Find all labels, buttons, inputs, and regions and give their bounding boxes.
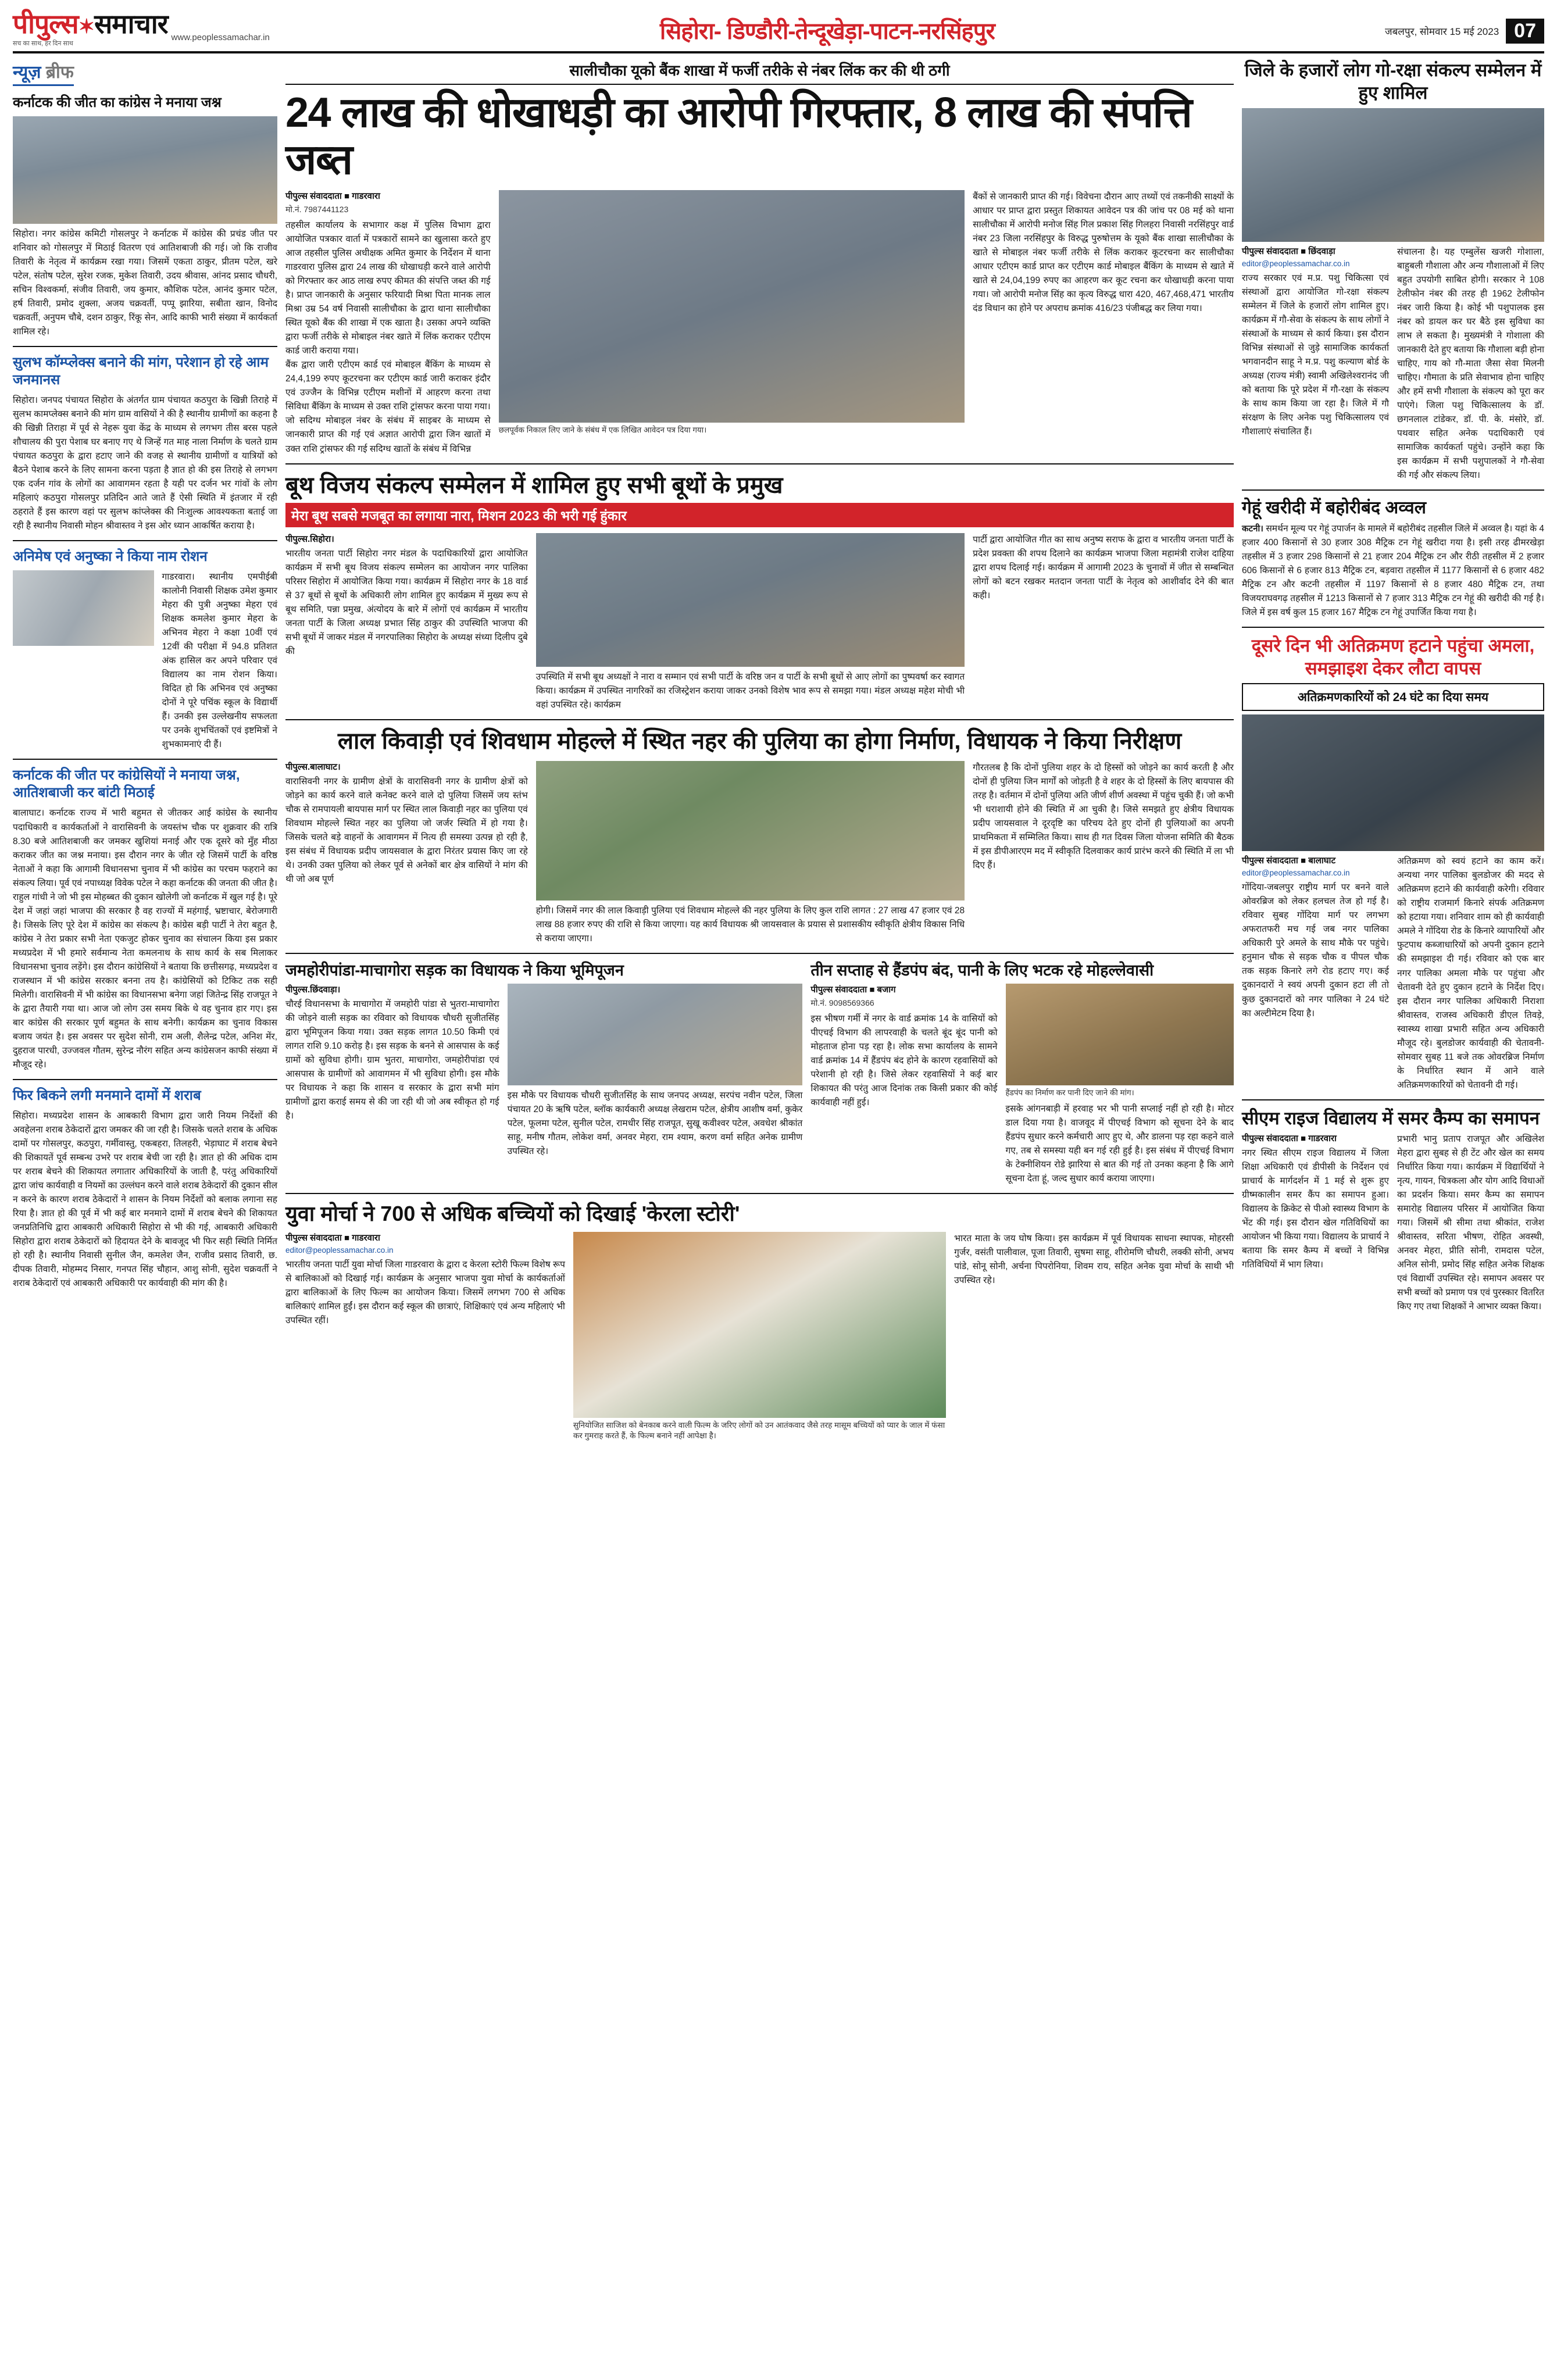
edition-text: सिहोरा- डिण्डौरी-तेन्दूखेड़ा-पाटन-नरसिंहपुर — [659, 19, 995, 44]
kerala-email[interactable]: editor@peoplessamachar.co.in — [285, 1245, 394, 1255]
kerala-photo — [573, 1232, 946, 1418]
edition-banner — [270, 10, 1385, 46]
canal-photo — [536, 761, 965, 900]
canal-body-row — [285, 761, 1234, 946]
road-text-1: चौरई विधानसभा के माचागोरा में जमहोरी पांडा से भुतरा-माचागोरा की जोड़ने वाली सड़क का रविवार को विधायक चौधरी सुजीतसिंह द्वारा भूमिपूजन किया गया। उक्त सड़क लागत 10.50 किमी एवं लागत राशि 9.10 करोड़ है। इस सड़क के बनने से आसपास के कई ग्रामों को सुविधा होगी। ग्राम भुतरा, माचागोरा, जमहोरीपांडा एवं आसपास के ग्रामीणों को आवागमन में भी सुविधा होगी। इस मौके पर विधायक ने कहा कि शासन व सरकार के द्वारा सभी मांग ग्रामीणों द्वारा कराई समय से की जा रही थी जो अब स्वीकृत हो गई है। — [285, 999, 499, 1121]
right-column — [1242, 59, 1544, 1441]
canal-col-1 — [285, 761, 528, 946]
road-photo — [508, 984, 803, 1085]
brief-headline: कर्नाटक की जीत पर कांग्रेसियों ने मनाया जश्न, आतिशबाजी कर बांटी मिठाई — [13, 767, 240, 801]
news-brief-tag — [13, 59, 74, 86]
camp-headline: सीएम राइज विद्यालय में समर कैम्प का समापन — [1242, 1107, 1540, 1128]
brief-item — [13, 548, 277, 752]
booth-photo-block — [536, 533, 965, 712]
story-summer-camp — [1242, 1107, 1544, 1314]
kerala-byline: पीपुल्स संवाददाता ■ गाडरवारा — [285, 1232, 380, 1243]
story-booth-sammelan — [285, 471, 1234, 712]
kerala-body-row — [285, 1232, 1234, 1441]
encroach-email[interactable]: editor@peoplessamachar.co.in — [1242, 869, 1350, 878]
lead-story — [285, 59, 1234, 456]
canal-byline: पीपुल्स.बालाघाट। — [285, 762, 341, 772]
lead-headline: 24 लाख की धोखाधड़ी का आरोपी गिरफ्तार, 8 लाख की संपत्ति जब्त — [285, 90, 1192, 183]
booth-headline: बूथ विजय संकल्प सम्मेलन में शामिल हुए सभी बूथों के प्रमुख — [285, 472, 783, 498]
booth-col-1 — [285, 533, 528, 712]
brief-body: सिहोरा। नगर कांग्रेस कमिटी गोसलपुर ने कर्नाटक में कांग्रेस की प्रचंड जीत पर शनिवार को गोसलपुर में मिठाई वितरण एवं आतिशबाजी की गई। जो कि राजीव तिवारी के नेतृत्व में कार्यक्रम रखा गया। जिसमें एकता ठाकुर, प्रीतम पटेल, खरे पटेल, संतोष पटेल, सुरेश रजक, मुकेश तिवारी, उदय श्रीवास, आंनद प्रसाद चौधरी, सचिन विश्वकर्मा, संजीव तिवारी, जय कुमार, कौशिक पटेल, आनंद कुमार पटेल, हर्ष तिवारी, प्रमोद शुक्ला, अजय चक्रवर्ती, पप्पू झारिया, सबीता खान, विनोद चक्रवर्ती, अनुपम चौबे, दशन ठाकुर, रिंकू सेन, आदि काफी भारी संख्या में कार्यकर्ता शामिल रहे। — [13, 229, 277, 337]
goraksha-text-1: राज्य सरकार एवं म.प्र. पशु चिकित्सा एवं संस्थाओं द्वारा आयोजित गो-रक्षा संकल्प सम्मेलन में जिले के हजारों लोग शामिल हुए। कार्यक्रम में गौ-सेवा के संकल्प के साथ लोगों ने संस्थाओं के माध्यम से कार्य किया। इस दौरान विभिन्न संस्थाओं से जुड़े सामाजिक कार्यकर्ता भगवानदीन साहू ने म.प्र. पशु कल्याण बोर्ड के अध्यक्ष (राज्य मंत्री) स्वामी अखिलेश्वरानंद जी को बताया कि पूरे प्रदेश में गौ-रक्षा के संकल्प के साथ काम किया जा रहा है। जिले में गौ संरक्षण के लिए अनेक पशु चिकित्सालय एवं गौशालाएं संचालित हैं। — [1242, 273, 1389, 437]
lead-photo — [499, 190, 965, 423]
lead-contact: मो.नं. 7987441123 — [285, 205, 349, 215]
road-text-2: इस मौके पर विधायक चौधरी सुजीतसिंह के साथ जनपद अध्यक्ष, सरपंच नवीन पटेल, जिला पंचायत 20 के ऋषि पटेल, ब्लॉक कार्यकारी अध्यक्ष लेखराम पटेल, क्षेत्रीय आशीष वर्मा, कुकेर पटेल, फूलमा पटेल, सुनील पटेल, रामधीर सिंह राजपूत, सुखू कवीश्वर पटेल, अवधेश श्रीकांत साहू, मनीष गौतम, लोकेश वर्मा, अनवर मेहरा, राम श्याम, करण वर्मा सहित अनेक ग्रामीण उपस्थित रहे। — [507, 1091, 803, 1157]
lead-text-1: तहसील कार्यालय के सभागार कक्ष में पुलिस विभाग द्वारा आयोजित पत्रकार वार्ता में पत्रकारों सामने का खुलासा करते हुए आज तहसील पुलिस अधीक्षक अमित कुमार के निर्देशन में थाना गाडरवारा पुलिस द्वारा 24 लाख की धोखाधड़ी करने वाले आरोपी को गिरफ्तार कर आठ लाख रुपए कीमत की संपत्ति जब्त की गई है। प्राप्त जानकारी के अनुसार फरियादी मिश्रा पिता मानक लाल मिश्रा उम्र 54 वर्ष निवासी सालीचौका के द्वारा थाना सालीचौका स्थित यूको बैंक की शाखा में एक खाता है। उसका अपने व्यक्ति द्वारा फर्जी तरीके से मोबाइल नंबर खाते में लिंक कराकर एटीएम कार्ड जारी कराया गया। — [285, 220, 491, 356]
road-body-row — [285, 984, 802, 1159]
wheat-byline: कटनी। — [1242, 523, 1263, 534]
lead-kicker: सालीचौका यूको बैंक शाखा में फर्जी तरीके से नंबर लिंक कर की थी ठगी — [285, 59, 1234, 85]
brief-headline: कर्नाटक की जीत का कांग्रेस ने मनाया जश्न — [13, 95, 222, 110]
left-column — [13, 59, 277, 1441]
goraksha-col-1 — [1242, 245, 1389, 483]
booth-text-2: उपस्थिति में सभी बूथ अध्यक्षों ने नारा व सम्मान एवं सभी पार्टी के वरिष्ठ जन व पार्टी के सभी बूथों से आए लोगों का पुष्पवर्षा कर स्वागत किया। कार्यक्रम में उपस्थित नागरिकों का रजिस्ट्रेशन कराया जाकर उनको विशेष भाव रूप से समझा गया। मंडल अध्यक्ष महेश मोची भी वहां उपस्थित रहे। कार्यक्रम — [535, 671, 965, 710]
kerala-headline: युवा मोर्चा ने 700 से अधिक बच्चियों को दिखाई 'केरला स्टोरी' — [285, 1201, 740, 1225]
story-kerala-story — [285, 1201, 1234, 1442]
booth-text-3: पार्टी द्वारा आयोजित गीत का साथ अनुष्य सराफ के द्वारा व भारतीय जनता पार्टी के प्रदेश प्रवक्ता की शपथ दिलाने का कार्यक्रम भाजपा जिला महामंत्री राजेश दाहिया द्वारा शपथ दिलाई गई। कार्यक्रम में आगामी 2023 के चुनावों में जीत से सम्बन्धित लोगों को बटन रखकर मतदान जनता पार्टी के नेतृत्व को आशीर्वाद देने की बात कही। — [973, 534, 1234, 601]
brief-item — [13, 1087, 277, 1291]
camp-byline: पीपुल्स संवाददाता ■ गाडरवारा — [1242, 1133, 1337, 1143]
lead-photo-block — [499, 190, 965, 456]
handpump-text-1: इस भीषण गर्मी में नगर के वार्ड क्रमांक 14 के वासियों को पीएचई विभाग की लापरवाही के चलते बूंद बूंद पानी को मोहताज होना पड़ रहा है। लोक सभा कार्यालय के सामने वार्ड क्रमांक 14 में हैंडपंप बंद होने के कारण रहवासियों को परेशानी हो रही है। जिसे लेकर रहवासियों ने कई बार शिकायत की परंतु आज दिनांक तक किसी प्रकार की कोई कार्यवाही नहीं हुई। — [810, 1014, 998, 1108]
handpump-col-1 — [810, 984, 997, 1185]
brief-body: सिहोरा। जनपद पंचायत सिहोरा के अंतर्गत ग्राम पंचायत कठपुरा के खिन्नी तिराहे में सुलभ कामप्लेक्स बनाने की मांग ग्राम वासियों ने की है स्थानीय ग्रामीणों का कहना है की खिन्नी तिराहा में पूर्व से नेहरू युवा केंद्र के माध्यम से लगभग तीस बरस पहले शौचालय की पुरा पेशाब घर बनाए गए थे जिन्हें गत माह नाला निर्माण के चलते ग्राम पंचायत कठपुरा के द्वारा हटाए जाने की वजह से स्थानीय ग्रामीणों व यात्रियों को बैठने पेशाब करने के लिए सामना करना पड़ता है ज्ञात हो की इस तिराहे से लगभग एक दर्जन गांव के लोगों का आवागमन रहता है यही पर दर्जन भर गांवों के लोग महिलाएं कठपुरा गोसलपुर प्रतिदिन आते जाते हैं ऐसी स्थिति में इंतजार में रही ठहराते हैं इस कारण वहां पर सुलभ कांप्लेक्स की निःशुल्क आवश्यकता बताई जा रही है स्थानीय निवासी मोहन श्रीवास्तव ने इस ओर ध्यान आकर्षित कराया है। — [13, 395, 277, 531]
road-col-1 — [285, 984, 499, 1159]
wheat-headline: गेहूं खरीदी में बहोरीबंद अव्वल — [1242, 498, 1426, 517]
kerala-text-3: भारत माता के जय घोष किया। इस कार्यक्रम में पूर्व विधायक साधना स्थापक, मोहरसी गुर्जर, वसंती पालीवाल, पूजा तिवारी, सुषमा साहू, शीरोमणि चौधरी, लक्की सोनी, अभय पांडे, सोनू सोनी, अर्चना पिपरोनिया, शिवम राय, सहित अनेक युवा मोर्चा के साथी भी उपस्थित रहे। — [954, 1233, 1234, 1285]
encroach-byline: पीपुल्स संवाददाता ■ बालाघाट — [1242, 856, 1336, 866]
news-brief-tag-a: न्यूज़ — [13, 63, 46, 82]
brief-body-side: गाडरवारा। स्थानीय एमपीईबी कालोनी निवासी शिक्षक उमेश कुमार मेहरा की पुत्री अनुष्का मेहरा एवं शिक्षक कमलेश कुमार मेहरा के अभिनव मेहरा ने कक्षा 10वीं एवं 12वीं की परीक्षा में 94.8 प्रतिशत अंक हासिल कर अपने परिवार एवं विद्यालय का नाम रोशन किया। विदित हो कि अभिनव एवं अनुष्का दोनों ने पूरे पचिंक स्कूल के विद्यार्थी हैं। उनकी इस उल्लेखनीय सफलता पर उनके शुभचिंतकों एवं इष्टमित्रों ने शुभकामनाएं दी हैं। — [162, 572, 277, 750]
story-road-bhoomipujan — [285, 961, 802, 1186]
lead-col-3 — [973, 190, 1234, 456]
canal-photo-block — [536, 761, 965, 946]
booth-photo — [536, 533, 965, 667]
goraksha-text-2: संचालना है। यह एम्बुलेंस खजरी गोशाला, बाहुबली गौशाला और अन्य गौशालाओं में लिए बहुत उपयोगी साबित होगी। सरकार ने 108 टेलीफोन नंबर की तरह ही 1962 टेलीफोन नंबर जारी किया है। कोई भी पशुपालक इस नंबर को डायल कर घर बैठे इस सुविधा का लाभ ले सकता है। मुख्यमंत्री ने गोशाला की जानकारी देते हुए बताया कि गौशाला बड़ी होना चाहिए, गाय को गौ-माता जैसा सेवा मिलनी चाहिए। गौमाता के प्रति सेवाभाव होना चाहिए और हमें सभी गौशाला के संकल्प को पूरा कर पाएंगे। जिला पशु चिकित्सालय के डॉ. छगनलाल टांडेकर, डॉ. पी. के. मंसोरे, डॉ. पथवार सहित अनेक पदाधिकारी एवं सामाजिक कार्यकर्ता पहुंचे। उन्होंने कहा कि इस कार्यक्रम में सभी पशुपालकों ने गौ-सेवा की गई और संकल्प लिया। — [1397, 246, 1544, 480]
handpump-byline: पीपुल्स संवाददाता ■ बजाग — [810, 985, 896, 995]
masthead — [13, 10, 1544, 53]
handpump-headline: तीन सप्ताह से हैंडपंप बंद, पानी के लिए भटक रहे मोहल्लेवासी — [810, 961, 1154, 979]
encroach-text-2: अतिक्रमण को स्वयं हटाने का काम करें। अन्यथा नगर पालिका बुलडोजर की मदद से अतिक्रमण हटाने की कार्यवाही करेगी। रविवार को राष्ट्रीय राजमार्ग किनारे संपर्क अतिक्रमण को हटाया गया। शनिवार शाम को ही कार्यवाही अमले ने गोंदिया रोड के किनारे व्यापारियों और फुटपाथ कब्जाधारियों को अपनी दुकान हटाने की समझाइश दी गई। रविवार को एक बार नगर पालिका अमला मौके पर पहुंचा और चेतावनी देते हुए दुकान हटाने के निर्देश दिए। इस दौरान नगर पालिका अधिकारी निराशा श्रीवास्तव, राजस्व अधिकारी डीएल तिवड़े, स्वास्थ्य शाखा प्रभारी सहित अन्य अधिकारी मौजूद रहे। बुलडोजर कार्यवाही की चेतावनी- सोमवार सुबह 11 बजे तक ओवरब्रिज निर्माण के निर्धारित स्थान में आने वाले अतिक्रमणकारियों को चेतावनी दी गई। — [1397, 856, 1544, 1090]
news-brief-tag-b: ब्रीफ — [45, 63, 74, 82]
goraksha-col-2 — [1397, 245, 1544, 483]
logo-tagline: सच का साथ, हर दिन साथ — [13, 40, 73, 47]
encroach-photo — [1242, 714, 1544, 851]
lead-col-1 — [285, 190, 491, 456]
handpump-text-2: इसके आंगनबाड़ी में हरवाह भर भी पानी सप्लाई नहीं हो रही है। मोटर डाल दिया गया है। वाजवूद में पीएचई विभाग को सूचना देने के बाद हैंडपंप सुधार करने कर्मचारी आए हुए थे, और डालना पड़ रहा कहने वाले गए, तब से समस्या यही बन गई रही हुई है। इस संबंध में पीएचई विभाग के टेक्नीशियन रोडे झारिया से बात की गई तो उनका कहना है कि आगे सूचना देता हूं, जल्द सुधार कार्य कराया जाएगा। — [1005, 1103, 1234, 1184]
wheat-text: समर्थन मूल्य पर गेहूं उपार्जन के मामले में बहोरीबंद तहसील जिले में अव्वल है। यहां के 4 हजार 400 किसानों से 30 हजार 308 मैट्रिक टन गेहूं खरीदा गया है। इसी तरह ढीमरखेड़ा तहसील में 3 हजार 298 किसानों से 21 हजार 204 मैट्रिक टन और रीठी तहसील में 2 हजार 606 किसानों से 6 हजार 813 मैट्रिक टन, बड़वारा तहसील में 1177 किसानों से 6 हजार 482 मैट्रिक टन और कटनी तहसील में 1197 किसानों से 8 हजार 480 मैट्रिक टन, तथा विजयराघवगढ़ तहसील में 1213 किसानों से 7 हजार 313 मैट्रिक टन गेहूं की खरीदी की गई है। जिले में इस वर्ष कुल 15 हजार 167 मैट्रिक टन गेहूं उपार्जित किया गया है। — [1242, 523, 1544, 617]
booth-text-1: भारतीय जनता पार्टी सिहोरा नगर मंडल के पदाधिकारियों द्वारा आयोजित कार्यक्रम में सभी बूथ विजय संकल्प सम्मेलन का आयोजन नगर पालिका परिसर सिहोरा में आयोजित किया गया। कार्यक्रम में सिहोरा नगर के 18 वार्ड से 37 बूथों से बूथों के अधिकारी लोग शामिल हुए कार्यक्रम में मुख्य रूप से बूथ समिति, पन्ना प्रमुख, अंत्योदय के बारे में लोगों एवं कार्यक्रम में भारतीय जनता पार्टी के जिला अध्यक्ष प्रभात सिंह ठाकुर की उपस्थिति भाजपा की सभी बूथों में जाकर मंडल में नगरपालिका सिहोरा के अध्यक्ष संध्या दिलीप दुबे की — [285, 548, 528, 656]
lead-caption: छलपूर्वक निकाल लिए जाने के संबंध में एक लिखित आवेदन पत्र दिया गया। — [498, 426, 707, 435]
masthead-right — [1385, 10, 1544, 44]
camp-col-1 — [1242, 1132, 1389, 1314]
handpump-body-row — [810, 984, 1234, 1185]
lead-text-2: बैंक द्वारा जारी एटीएम कार्ड एवं मोबाइल बैंकिंग के माध्यम से 24,4,199 रुपए कूटरचना कर एटीएम कार्ड जारी कराकर इंदौर एवं उज्जैन के विभिन्न एटीएम मशीनों में आहरण करना तथा सिविधा बैंकिंग के माध्यम से उक्त राशि ट्रांसफर करना पाया गया। जो सदिग्ध मोबाइल नंबर के संबंध में साइबर के माध्यम से जानकारी प्राप्त की गई एवं अज्ञात आरोपी द्वारा जिन खातों में उक्त राशि ट्रांसफर की गई सदिग्ध खातों के संबंध में विभिन्न — [285, 360, 491, 454]
canal-text-1: वारासिवनी नगर के ग्रामीण क्षेत्रों के वारासिवनी नगर के ग्रामीण क्षेत्रों को जोड़ने का कार्य करने वाले कनेक्ट करने वाले दो पुलिया जिसमें जय स्तंभ चौक से रामपायली बायपास मार्ग पर स्थित लाल किवाड़ी नहर का पुलिया एवं शिवधाम मोहल्ले स्थित नहर का पुलिया जो जर्जर स्थिति में हो गया है। जिसके चलते बड़े वाहनों के आवागमन में नित्य ही समस्या उत्पन्न हो रही है, इस संबंध में विधायक प्रदीप जायसवाल के द्वारा निरंतर प्रयास किए जा रहे थे। उनकी उक्त पुलिया को लेकर पूर्व से अनेकों बार क्षेत्र वासियों ने मांग की थी जो अब पूर्ण — [285, 776, 528, 884]
twin-story-row — [285, 961, 1234, 1186]
handpump-photo — [1006, 984, 1234, 1085]
handpump-contact: मो.नं. 9098569366 — [810, 998, 874, 1008]
brief-item — [13, 94, 277, 339]
handpump-caption: हैंडपंप का निर्माण कर पानी दिए जाने की मांग। — [1005, 1088, 1134, 1098]
story-handpump — [810, 961, 1234, 1186]
camp-text-1: नगर स्थित सीएम राइज विद्यालय में जिला शिक्षा अधिकारी एवं डीपीसी के निर्देशन एवं प्राचार्य के मार्गदर्शन में 1 मई से शुरू हुए ग्रीष्मकालीन समर कैंप का समापन हुआ। विद्यालय के क्रिकेट से पीओ स्वास्थ्य विभाग के भेंट की गई। इस दौरान खेल गतिविधियों का आयोजन भी किया गया। विद्यालय के प्राचार्य ने बताया कि समर कैम्प में बच्चों ने विभिन्न गतिविधियों में भाग लिया। — [1242, 1148, 1389, 1270]
booth-subhead: मेरा बूथ सबसे मजबूत का लगाया नारा, मिशन 2023 की भरी गई हुंकार — [285, 503, 1234, 527]
kerala-text-1: भारतीय जनता पार्टी युवा मोर्चा जिला गाडरवारा के द्वारा द केरला स्टोरी फिल्म विशेष रूप से बालिकाओं को दिखाई गई। कार्यक्रम के अनुसार भाजपा युवा मोर्चा के कार्यकर्ताओं द्वारा बालिकाओं के लिए फिल्म का आयोजन किया। जिसमें लगभग 700 से अधिक बालिकाएं शामिल हुईं। इस दौरान कई स्कूल की छात्राएं, शिक्षिकाएं एवं अन्य महिलाएं भी उपस्थित रहीं। — [285, 1259, 565, 1325]
road-headline: जमहोरीपांडा-माचागोरा सड़क का विधायक ने किया भूमिपूजन — [285, 961, 624, 979]
encroach-body-row — [1242, 855, 1544, 1092]
lead-byline: पीपुल्स संवाददाता ■ गाडरवारा — [285, 191, 380, 202]
story-wheat-procurement — [1242, 498, 1544, 620]
canal-headline: लाल किवाड़ी एवं शिवधाम मोहल्ले में स्थित नहर की पुलिया का होगा निर्माण, विधायक ने किया निरीक्षण — [337, 728, 1182, 754]
brief-body: बालाघाट। कर्नाटक राज्य में भारी बहुमत से जीतकर आई कांग्रेस के स्थानीय पदाधिकारी व कार्यकर्ताओं ने वारासिवनी के जयस्तंभ चौक पर शुक्रवार की रात्रि 8.30 बजे आतिशबाजी कर जमकर खुशियां मनाई और एक दूसरे को मुँह मीठा कराकर जीत का जश्न मनाया। इस दौरान नगर के जीत रहे जिसमें पार्टी के वरिष्ठ नेताओं ने कहा कि आगामी विधानसभा चुनाव में भी कांग्रेस का परचम फहराने का संकल्प लिया। पूर्व एवं नपाध्यक्ष विवेक पटेल ने कहा कर्नाटक की जनता की जीत है। राहुल गांधी ने जो भी इस मोहब्बत की दुकान खोलेगी जो कर्नाटक में खुल गई है। पूरे देश में जहां जहां भाजपा की सरकार है वह राज्यों में महंगाई, भ्रष्टाचार, बेरोजगारी है। जिसके लिए पूरे देश में कांग्रेस का संकल्प है। कांग्रेस बड़ी पार्टी ने तेरा बहुत है, कांग्रेस ने तेरा प्रकार सभी नेता एकजुट होकर चुनाव का संचालन किया इस प्रकार मध्यप्रदेश में भी हमारे सर्वमान्य नेता कमलनाथ के साथ कार्य के सब मिलाकर विधानसभा चुनाव लड़ेंगे। इस दौरान कांग्रेसियों ने बताया कि छत्तीसगढ़, मध्यप्रदेश व राजस्थान में भी कांग्रेस सरकार बनना तय है। कांग्रेसियों को टिकिट तक सही मिलेगी। वारासिवनी में भी कांग्रेस का विधानसभा बनेगा जहां जितेन्द्र सिंह राजपूत ने के द्वारा तैयारी गया था। आज जो लोग उस समय बिके थे वह चुनाव हार गए। इस बार कांग्रेस की सरकार पूर्ण बहुमत के साथ बनेगी। कार्यक्रम का चुनाव विकास बजाय जयंत है। इस अवसर पर सुदेश सोनी, राम अली, शैलेन्द्र पटेल, अनिश मेंर, दुहराज पारधी, उज्जवल गौतम, सुरेन्द्र नौरंग सहित अन्य कांग्रेसजन काफी संख्या में मौजूद रहे। — [13, 808, 277, 1070]
goraksha-photo — [1242, 108, 1544, 242]
masthead-logo-block — [13, 10, 168, 48]
booth-body-row — [285, 533, 1234, 712]
edition-date: जबलपुर, सोमवार 15 मई 2023 — [1384, 26, 1499, 37]
middle-column — [285, 59, 1234, 1441]
goraksha-byline: पीपुल्स संवाददाता ■ छिंदवाड़ा — [1242, 246, 1335, 256]
publication-logo — [13, 10, 168, 37]
camp-body-row — [1242, 1132, 1544, 1314]
booth-col-3 — [973, 533, 1234, 712]
brief-item — [13, 354, 277, 533]
brief-headline: अनिमेष एवं अनुष्का ने किया नाम रोशन — [13, 549, 208, 565]
camp-col-2 — [1397, 1132, 1544, 1314]
logo-sub-text: समाचार — [94, 9, 168, 39]
story-encroachment — [1242, 635, 1544, 1092]
brief-photo-row — [13, 570, 277, 752]
kerala-caption: सुनियोजित साजिश को बेनकाब करने वाली फिल्म के जरिए लोगों को उन आतंकवाद जैसे तरह मासूम बच्चियों को प्यार के जाल में फंसा कर गुमराह करते हैं, के फिल्म बनाने नहीं आपेक्षा है। — [573, 1420, 945, 1441]
page-body — [13, 59, 1544, 1441]
canal-text-2: होगी। जिसमें नगर की लाल किवाड़ी पुलिया एवं शिवधाम मोहल्ले की नहर पुलिया के लिए कुल राशि लागत : 27 लाख 47 हजार एवं 28 लाख 88 हजार रुपए की राशि से किया जाएगा। यह कार्य विधायक श्री जायसवाल के प्रयास से प्रशासकीय स्वीकृति क्षेत्रीय विकास निधि से कराया जाएगा। — [535, 905, 965, 944]
road-byline: पीपुल्स.छिंदवाड़ा। — [285, 985, 341, 995]
kerala-photo-block — [573, 1232, 946, 1441]
encroach-text-1: गोंदिया-जबलपुर राष्ट्रीय मार्ग पर बनने वाले ओवरब्रिज को लेकर हलचल तेज हो गई है। रविवार सुबह गोंदिया मार्ग पर लगभग अफरातफरी मच गई जब नगर पालिका अधिकारी पुरे अमले के साथ मौके पर पहुंचे। हनुमान चौक से सड़क चौक व पीपल चौक तक सड़क किनारे लगे रोड हटाए गए। कई दुकानदारों ने स्वयं अपनी दुकान हटा ली तो कुछ दुकानदारों को नगर पालिका ने 24 घंटे का अल्टीमेटम दिया है। — [1242, 882, 1389, 1019]
kerala-col-3 — [954, 1232, 1234, 1441]
brief-body: सिहोरा। मध्यप्रदेश शासन के आबकारी विभाग द्वारा जारी नियम निर्देशों की अवहेलना शराब ठेकेदारों द्वारा जमकर की जा रही है। जिसके चलते शराब के अधिक दामों पर गोसलपुर, कठपुरा, गर्मीवास्तु, एकबहरा, तिलहरी, भेड़ाघाट में शराब बेचने की शिकायतें पूर्व सम्बन्ध उभरे पर शराब बेची जा रही है। ज्ञात हो की अधिक दाम पर शराब बेचने की शिकायत लगातार अधिकारियों के जाती है, परंतु अधिकारियों द्वारा जांच कार्यवाही व नियमों का उल्लंघन करने वाले शराब ठेकेदारों की दुकान सील न करने के कारण शराब ठेकेदारों ने शासन के नियम निर्देशों को बलाक लगाना सह रिया है। ज्ञात हो की पूर्व में भी कई बार मनमाने दामों में शराब बेचने की शिकायत जनप्रतिनिधि द्वारा आबकारी अधिकारी सिहोरा से भी की गई, आबकारी अधिकारी सिहोरा द्वारा शराब ठेकेदारों को हिदायत देने के बावजूद भी फिर सही स्थिति निर्मित हो रही है। स्थानीय निवासी सुनील जैन, कमलेश जैन, राजीव प्रसाद तिवारी, छ. दीपक तिवारी, मोहम्मद निसार, गनपत सिंह चौहान, आशु सोनी, सुदेश चक्रवर्ती ने शराब ठेकेदारों एवं आबकारी अधिकारी पर कार्यवाही की मांग की है। — [13, 1110, 277, 1288]
canal-col-3 — [973, 761, 1234, 946]
story-canal-culvert — [285, 727, 1234, 946]
camp-text-2: प्रभारी भानु प्रताप राजपूत और अखिलेश मेहरा द्वारा सुबह से ही टेंट और खेल का समय निर्धारित किया गया। कार्यक्रम में विद्यार्थियों ने नृत्य, गायन, चित्रकला और योग आदि विधाओं का प्रदर्शन किया। समर कैम्प का समापन समारोह विद्यालय परिसर में आयोजित किया गया। जिसमें श्री सीमा तथा श्रीकांत, राजेश श्रीवास्तव, सरिता भीषण, रोहित अवस्थी, अनवर मेहरा, प्रीति सोनी, रामदास पटेल, अनिल सोनी, प्रमोद सिंह सहित अनेक शिक्षक एवं विद्यार्थी उपस्थित रहे। समापन अवसर पर सभी बच्चों को प्रमाण पत्र एवं पुरस्कार वितरित किए गए तथा शिक्षकों ने आभार व्यक्त किया। — [1397, 1134, 1544, 1312]
goraksha-body-row — [1242, 245, 1544, 483]
encroach-col-1 — [1242, 855, 1389, 1092]
logo-star-icon: ✶ — [78, 16, 95, 38]
encroach-subhead: अतिक्रमणकारियों को 24 घंटे का दिया समय — [1297, 691, 1489, 705]
encroach-col-2 — [1397, 855, 1544, 1092]
wheat-body — [1242, 522, 1544, 620]
brief-headline: सुलभ कॉम्प्लेक्स बनाने की मांग, परेशान हो रहे आम जनमानस — [13, 355, 269, 388]
booth-byline: पीपुल्स.सिहोरा। — [285, 534, 334, 544]
brief-headline: फिर बिकने लगी मनमाने दामों में शराब — [13, 1087, 201, 1103]
kerala-col-1 — [285, 1232, 565, 1441]
brief-photo — [13, 116, 277, 224]
encroach-subhead-box — [1242, 683, 1544, 711]
logo-main-text: पीपुल्स — [13, 9, 78, 39]
page-number: 07 — [1506, 19, 1544, 44]
story-go-raksha — [1242, 59, 1544, 483]
handpump-photo-block — [1006, 984, 1234, 1185]
lead-body-row — [285, 190, 1234, 456]
goraksha-email[interactable]: editor@peoplessamachar.co.in — [1242, 259, 1350, 268]
road-photo-block — [508, 984, 803, 1159]
lead-text-3: बैंकों से जानकारी प्राप्त की गई। विवेचना दौरान आए तथ्यों एवं तकनीकी साक्ष्यों के आधार पर प्राप्त द्वारा प्रस्तुत शिकायत आवेदन पत्र की जांच पर 08 मई को थाना सालीचौका में आरोपी मनोज सिंह गिल प्रकाश सिंह गिलहरा निवासी नरसिंहपुर वार्ड नंबर 23 जिला नरसिंहपुर के विरुद्ध पुरुषोत्तम के यूको बैंक शाखा सालीचौका के खाते से मोबाइल नंबर फर्जी तरीके से लिंक कराकर कूटरचना कर सालीचौका आधार एटीएम कार्ड प्राप्त कर एटीएम कार्ड मोबाइल बैंकिंग के माध्यम से खाते में खाते से 24,04,199 रुपए का आहरण कर कूट रचना कर धोखाधड़ी करना पाया गया। जो आरोपी मनोज सिंह का कृत्य विरुद्ध धारा 420, 467,468,471 भारतीय दंड विधान का होने पर अपराध क्रमांक 416/23 पंजीबद्ध कर लिया गया। — [973, 192, 1234, 314]
brief-photo — [13, 570, 154, 646]
goraksha-headline: जिले के हजारों लोग गो-रक्षा संकल्प सम्मेलन में हुए शामिल — [1244, 60, 1542, 103]
website-url[interactable]: www.peoplessamachar.in — [171, 33, 270, 42]
canal-text-3: गौरतलब है कि दोनों पुलिया शहर के दो हिस्सों को जोड़ने का कार्य करती है और दोनों ही पुलिया जिन मार्गों को जोड़ती है वे शहर के दो हिस्सों के लिए बायपास की तरह है। वर्तमान में दोनों पुलिया अति जीर्ण शीर्ण अवस्था में पहुंच चुकी हैं। जो कभी भी धराशायी होने की स्थिति में आ चुकी है। जिसे समझते हुए क्षेत्रीय विधायक प्रदीप जायसवाल ने दूरदृष्टि का परिचय देते हुए दोनों ही पुलियाओं का अपनी प्राथमिकता में सम्मिलित किया। साथ ही गत दिवस जिला योजना समिति की बैठक में इस डीपीआरएम मद में स्वीकृति दिलवाकर कार्य प्रारंभ करने की स्थिति में ला भी दिए हैं। — [973, 762, 1234, 870]
brief-item — [13, 767, 277, 1071]
encroach-headline: दूसरे दिन भी अतिक्रमण हटाने पहुंचा अमला, समझाइश देकर लौटा वापस — [1251, 635, 1535, 678]
